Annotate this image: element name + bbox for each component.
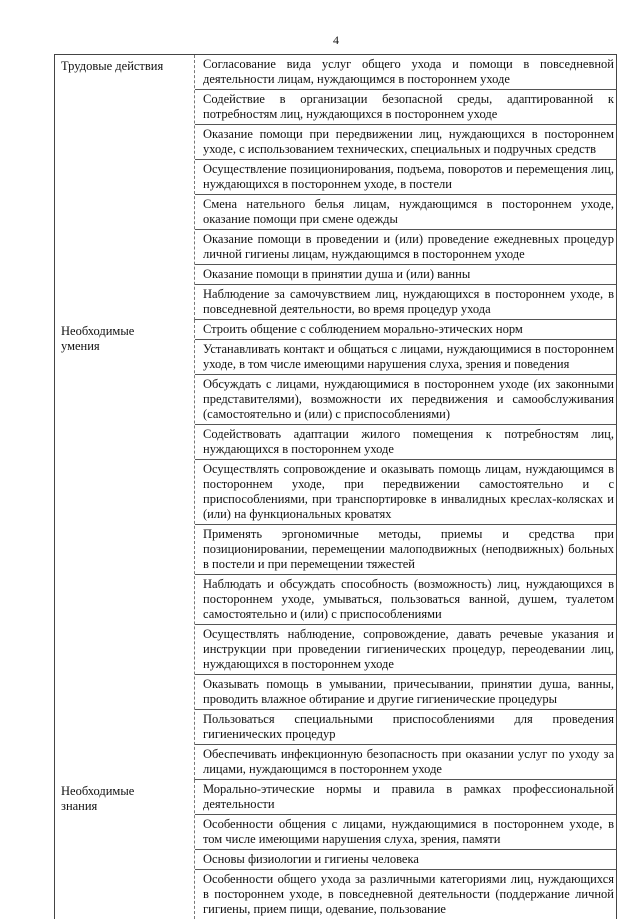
section-rows — [195, 320, 617, 780]
section-label: Необходимые знания — [55, 780, 195, 919]
required-skills-section — [55, 320, 617, 780]
table-row: Оказание помощи при передвижении лиц, нуждающихся в постороннем уходе, с использованием технических, специальных и подручных средств — [195, 125, 617, 160]
table-row: Устанавливать контакт и общаться с лицами, нуждающимися в постороннем уходе, в том числе имеющими нарушения слуха, зрения и поведения — [195, 340, 617, 375]
section-rows — [195, 55, 617, 320]
table-row: Согласование вида услуг общего ухода и помощи в повседневной деятельности лицам, нуждающимся в постороннем уходе — [195, 55, 617, 90]
table-row: Основы физиологии и гигиены человека — [195, 850, 617, 870]
table-row: Обеспечивать инфекционную безопасность при оказании услуг по уходу за лицами, нуждающимся в постороннем уходе — [195, 745, 617, 780]
section-rows — [195, 780, 617, 919]
table-row: Особенности общего ухода за различными категориями лиц, нуждающихся в постороннем уходе, в повседневной деятельности (поддержание личной гигиены, прием пищи, одевание, пользование — [195, 870, 617, 919]
table-row: Осуществление позиционирования, подъема, поворотов и перемещения лиц, нуждающихся в постороннем уходе, в постели — [195, 160, 617, 195]
table-row: Осуществлять наблюдение, сопровождение, давать речевые указания и инструкции при проведении гигиенических процедур, переодевании лиц, нуждающихся в постороннем уходе — [195, 625, 617, 675]
table-row: Смена нательного белья лицам, нуждающимся в постороннем уходе, оказание помощи при смене одежды — [195, 195, 617, 230]
table-row: Наблюдать и обсуждать способность (возможность) лиц, нуждающихся в постороннем уходе, умываться, пользоваться ванной, душем, туалетом самостоятельно и (или) с приспособлениями — [195, 575, 617, 625]
required-knowledge-section — [55, 780, 617, 919]
table-row: Оказание помощи в проведении и (или) проведение ежедневных процедур личной гигиены лицам, нуждающимся в постороннем уходе — [195, 230, 617, 265]
section-label: Необходимые умения — [55, 320, 195, 780]
table-row: Обсуждать с лицами, нуждающимися в постороннем уходе (их законными представителями), возможности их передвижения и самообслуживания (самостоятельно и (или) с приспособлениями) — [195, 375, 617, 425]
table-row: Наблюдение за самочувствием лиц, нуждающихся в постороннем уходе, в повседневной деятельности, во время процедур ухода — [195, 285, 617, 320]
competency-table — [54, 54, 617, 919]
section-label: Трудовые действия — [55, 55, 195, 320]
table-row: Пользоваться специальными приспособлениями для проведения гигиенических процедур — [195, 710, 617, 745]
labor-actions-section — [55, 55, 617, 320]
table-row: Оказывать помощь в умывании, причесывании, принятии душа, ванны, проводить влажное обтирание и другие гигиенические процедуры — [195, 675, 617, 710]
table-row: Содействовать адаптации жилого помещения к потребностям лиц, нуждающихся в постороннем уходе — [195, 425, 617, 460]
page-number: 4 — [333, 33, 339, 47]
table-row: Содействие в организации безопасной среды, адаптированной к потребностям лиц, нуждающихся в постороннем уходе — [195, 90, 617, 125]
table-row: Морально-этические нормы и правила в рамках профессиональной деятельности — [195, 780, 617, 815]
table-row: Оказание помощи в принятии душа и (или) ванны — [195, 265, 617, 285]
table-row: Особенности общения с лицами, нуждающимися в постороннем уходе, в том числе имеющими нарушения слуха, зрения, памяти — [195, 815, 617, 850]
table-row: Применять эргономичные методы, приемы и средства при позиционировании, перемещении малоподвижных (неподвижных) больных в постели и при перемещении тяжестей — [195, 525, 617, 575]
table-row: Осуществлять сопровождение и оказывать помощь лицам, нуждающимся в постороннем уходе, при передвижении самостоятельно и с приспособлениями, при транспортировке в инвалидных креслах-колясках и (или) на функциональных кроватях — [195, 460, 617, 525]
table-row: Строить общение с соблюдением морально-этических норм — [195, 320, 617, 340]
